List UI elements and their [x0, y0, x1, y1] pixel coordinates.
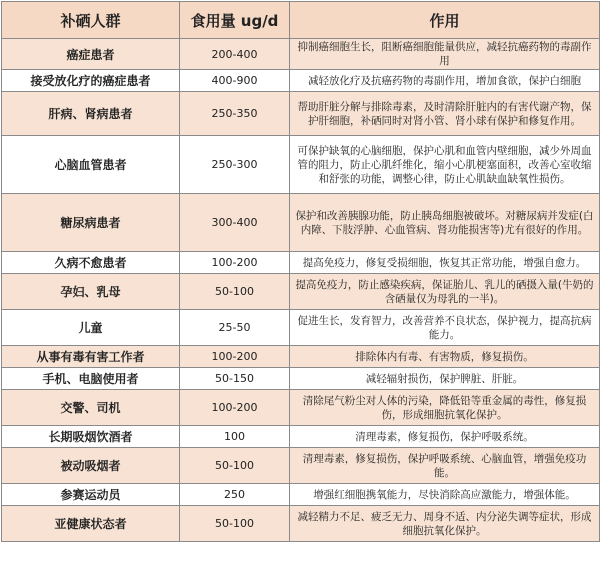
- table-row: [2, 346, 600, 368]
- effect-cell: 抑制癌细胞生长，阻断癌细胞能量供应，减轻抗癌药物的毒副作用: [290, 39, 600, 70]
- table-row: [2, 448, 600, 484]
- effect-cell: 清理毒素，修复损伤，保护呼吸系统。: [290, 426, 600, 448]
- table-row: [2, 70, 600, 92]
- group-cell: 久病不愈患者: [2, 252, 180, 274]
- effect-cell: 提高免疫力，防止感染疾病，保证胎儿、乳儿的硒摄入量(牛奶的含硒量仅为母乳的一半)。: [290, 274, 600, 310]
- effect-cell: 清理毒素，修复损伤，保护呼吸系统、心脑血管，增强免疫功能。: [290, 448, 600, 484]
- table-row: [2, 506, 600, 542]
- amount-cell: 250-350: [180, 92, 290, 136]
- header-group: 补硒人群: [2, 2, 180, 39]
- amount-cell: 25-50: [180, 310, 290, 346]
- table-row: [2, 426, 600, 448]
- effect-cell: 提高免疫力，修复受损细胞，恢复其正常功能，增强自愈力。: [290, 252, 600, 274]
- effect-cell: 帮助肝脏分解与排除毒素，及时清除肝脏内的有害代谢产物，保护肝细胞，补硒同时对肾小管、肾小球有保护和修复作用。: [290, 92, 600, 136]
- table-row: [2, 368, 600, 390]
- amount-cell: 50-100: [180, 506, 290, 542]
- table-row: [2, 92, 600, 136]
- table-row: [2, 484, 600, 506]
- amount-cell: 400-900: [180, 70, 290, 92]
- table-row: [2, 390, 600, 426]
- table-row: [2, 194, 600, 252]
- group-cell: 亚健康状态者: [2, 506, 180, 542]
- group-cell: 长期吸烟饮酒者: [2, 426, 180, 448]
- effect-cell: 清除尾气粉尘对人体的污染，降低铅等重金属的毒性，修复损伤，形成细胞抗氧化保护。: [290, 390, 600, 426]
- group-cell: 儿童: [2, 310, 180, 346]
- amount-cell: 50-100: [180, 448, 290, 484]
- group-cell: 手机、电脑使用者: [2, 368, 180, 390]
- effect-cell: 减轻辐射损伤，保护脾脏、肝脏。: [290, 368, 600, 390]
- amount-cell: 50-100: [180, 274, 290, 310]
- amount-cell: 100-200: [180, 390, 290, 426]
- amount-cell: 250-300: [180, 136, 290, 194]
- table-row: [2, 310, 600, 346]
- amount-cell: 50-150: [180, 368, 290, 390]
- group-cell: 肝病、肾病患者: [2, 92, 180, 136]
- header-amount: 食用量 ug/d: [180, 2, 290, 39]
- group-cell: 被动吸烟者: [2, 448, 180, 484]
- effect-cell: 可保护缺氧的心脑细胞，保护心肌和血管内壁细胞，减少外周血管的阻力，防止心肌纤维化，缩小心肌梗塞面积，改善心室收缩和舒张的功能，调整心律，防止心肌缺血缺氧性损伤。: [290, 136, 600, 194]
- table-row: [2, 274, 600, 310]
- group-cell: 糖尿病患者: [2, 194, 180, 252]
- effect-cell: 促进生长，发育智力，改善营养不良状态，保护视力，提高抗病能力。: [290, 310, 600, 346]
- group-cell: 接受放化疗的癌症患者: [2, 70, 180, 92]
- group-cell: 参赛运动员: [2, 484, 180, 506]
- table-row: [2, 136, 600, 194]
- group-cell: 交警、司机: [2, 390, 180, 426]
- table-header-row: [2, 2, 600, 39]
- effect-cell: 减轻精力不足、疲乏无力、周身不适、内分泌失调等症状，形成细胞抗氧化保护。: [290, 506, 600, 542]
- effect-cell: 减轻放化疗及抗癌药物的毒副作用，增加食欲，保护白细胞: [290, 70, 600, 92]
- group-cell: 孕妇、乳母: [2, 274, 180, 310]
- header-effect: 作用: [290, 2, 600, 39]
- amount-cell: 200-400: [180, 39, 290, 70]
- group-cell: 心脑血管患者: [2, 136, 180, 194]
- table-row: [2, 39, 600, 70]
- effect-cell: 增强红细胞携氧能力，尽快消除高应激能力，增强体能。: [290, 484, 600, 506]
- group-cell: 从事有毒有害工作者: [2, 346, 180, 368]
- group-cell: 癌症患者: [2, 39, 180, 70]
- selenium-intake-table: [1, 1, 600, 542]
- effect-cell: 保护和改善胰腺功能，防止胰岛细胞被破坏。对糖尿病并发症(白内障、下肢浮肿、心血管病、肾功能损害等)尤有很好的作用。: [290, 194, 600, 252]
- amount-cell: 100: [180, 426, 290, 448]
- amount-cell: 100-200: [180, 252, 290, 274]
- amount-cell: 100-200: [180, 346, 290, 368]
- effect-cell: 排除体内有毒、有害物质，修复损伤。: [290, 346, 600, 368]
- table-row: [2, 252, 600, 274]
- amount-cell: 300-400: [180, 194, 290, 252]
- amount-cell: 250: [180, 484, 290, 506]
